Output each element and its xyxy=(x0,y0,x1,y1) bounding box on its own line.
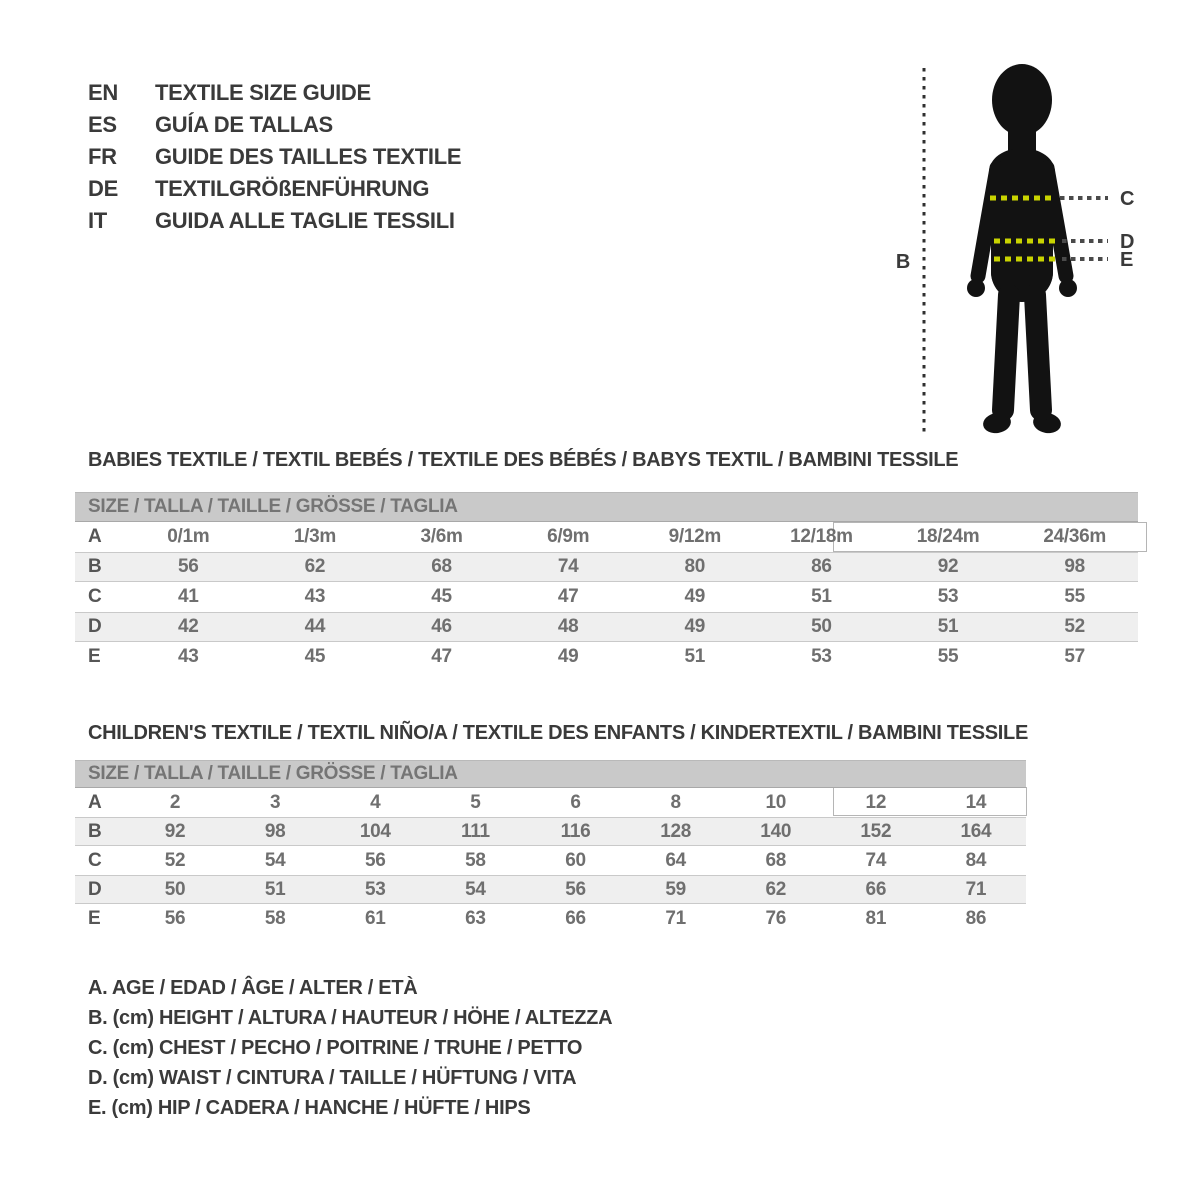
table-cell: 66 xyxy=(565,907,586,929)
chest-label: C xyxy=(1120,188,1135,210)
table-cell: 0/1m xyxy=(167,526,210,547)
table-cell: 71 xyxy=(965,878,987,900)
table-cell: 66 xyxy=(865,878,887,900)
table-cell: 14 xyxy=(965,791,987,813)
table-cell: 152 xyxy=(860,820,892,842)
table-cell: 58 xyxy=(264,907,286,929)
table-row xyxy=(75,904,1026,933)
row-label: E xyxy=(88,907,101,929)
table-cell: 54 xyxy=(264,849,286,871)
table-row xyxy=(75,522,1138,552)
table-cell: 51 xyxy=(264,878,286,900)
language-title: TEXTILGRÖßENFÜHRUNG xyxy=(155,176,430,201)
table-cell: 164 xyxy=(960,820,992,842)
table-cell: 76 xyxy=(765,907,786,929)
table-row xyxy=(75,846,1026,875)
table-cell: 80 xyxy=(684,556,706,577)
table-cell: 140 xyxy=(760,820,792,842)
table-cell: 86 xyxy=(811,556,832,577)
table-cell: 2 xyxy=(169,791,181,813)
legend-item: B. (cm) HEIGHT / ALTURA / HAUTEUR / HÖHE / ALTEZZA xyxy=(88,1007,613,1029)
row-label: A xyxy=(88,526,102,547)
table-cell: 50 xyxy=(811,616,832,637)
table-row xyxy=(75,817,1026,846)
table-cell: 49 xyxy=(684,616,706,637)
table-cell: 51 xyxy=(937,616,959,637)
legend-item: E. (cm) HIP / CADERA / HANCHE / HÜFTE / HIPS xyxy=(88,1097,531,1119)
table-cell: 45 xyxy=(304,646,326,667)
table-cell: 128 xyxy=(660,820,691,842)
table-cell: 12 xyxy=(865,791,887,813)
table-cell: 4 xyxy=(370,791,381,813)
language-code: IT xyxy=(88,208,107,233)
row-label: C xyxy=(88,849,102,871)
table-cell: 46 xyxy=(431,616,452,637)
table-cell: 56 xyxy=(164,907,186,929)
table-cell: 59 xyxy=(665,878,686,900)
children-section-title: CHILDREN'S TEXTILE / TEXTIL NIÑO/A / TEXTILE DES ENFANTS / KINDERTEXTIL / BAMBINI TESSILE xyxy=(88,722,1028,744)
row-label: B xyxy=(88,820,102,842)
table-cell: 86 xyxy=(965,907,987,929)
table-cell: 92 xyxy=(164,820,186,842)
table-cell: 52 xyxy=(164,849,186,871)
language-code: FR xyxy=(88,144,117,169)
table-cell: 68 xyxy=(431,556,452,577)
table-cell: 47 xyxy=(431,646,452,667)
table-cell: 43 xyxy=(178,646,199,667)
row-label: C xyxy=(88,586,102,607)
row-label: D xyxy=(88,616,102,637)
table-cell: 52 xyxy=(1064,616,1085,637)
table-row xyxy=(75,612,1138,642)
table-cell: 55 xyxy=(937,646,959,667)
language-code: DE xyxy=(88,176,118,201)
table-cell: 68 xyxy=(765,849,786,871)
babies-table-body xyxy=(75,522,1138,672)
table-cell: 9/12m xyxy=(668,526,721,547)
table-cell: 5 xyxy=(470,791,481,813)
height-label: B xyxy=(895,251,911,273)
table-cell: 60 xyxy=(565,849,586,871)
language-title: GUIDA ALLE TAGLIE TESSILI xyxy=(155,208,455,233)
measurement-legend xyxy=(88,973,612,1123)
language-row xyxy=(88,109,461,141)
language-list xyxy=(88,77,461,237)
children-size-table xyxy=(75,760,1026,933)
table-row xyxy=(75,875,1026,904)
children-table-body xyxy=(75,788,1026,933)
table-row xyxy=(75,642,1138,672)
table-cell: 63 xyxy=(465,907,486,929)
table-cell: 56 xyxy=(178,556,199,577)
language-row xyxy=(88,173,461,205)
legend-item: C. (cm) CHEST / PECHO / POITRINE / TRUHE / PETTO xyxy=(88,1037,583,1059)
table-cell: 1/3m xyxy=(293,526,336,547)
babies-size-table xyxy=(75,492,1138,672)
table-cell: 8 xyxy=(670,791,681,813)
table-cell: 74 xyxy=(557,556,579,577)
table-cell: 111 xyxy=(461,820,490,842)
babies-section-title: BABIES TEXTILE / TEXTIL BEBÉS / TEXTILE DES BÉBÉS / BABYS TEXTIL / BAMBINI TESSILE xyxy=(88,449,959,471)
table-cell: 51 xyxy=(684,646,706,667)
legend-item: D. (cm) WAIST / CINTURA / TAILLE / HÜFTUNG / VITA xyxy=(88,1067,577,1089)
language-title: TEXTILE SIZE GUIDE xyxy=(155,80,371,105)
table-cell: 98 xyxy=(1064,556,1085,577)
table-cell: 62 xyxy=(765,878,786,900)
row-label: B xyxy=(88,556,102,577)
table-cell: 71 xyxy=(665,907,686,929)
waist-label: D xyxy=(1120,231,1135,253)
row-label: A xyxy=(88,791,102,813)
table-cell: 10 xyxy=(765,791,786,813)
table-cell: 61 xyxy=(365,907,386,929)
table-cell: 53 xyxy=(937,586,959,607)
table-cell: 116 xyxy=(560,820,591,842)
table-cell: 84 xyxy=(965,849,987,871)
table-cell: 64 xyxy=(665,849,686,871)
table-cell: 12/18m xyxy=(790,526,853,547)
table-cell: 43 xyxy=(304,586,326,607)
table-cell: 24/36m xyxy=(1043,526,1106,547)
language-row xyxy=(88,205,461,237)
table-cell: 58 xyxy=(465,849,486,871)
table-cell: 47 xyxy=(557,586,579,607)
table-cell: 44 xyxy=(304,616,326,637)
language-code: ES xyxy=(88,112,117,137)
legend-item: A. AGE / EDAD / ÂGE / ALTER / ETÀ xyxy=(88,977,418,999)
table-cell: 56 xyxy=(365,849,386,871)
table-cell: 74 xyxy=(865,849,887,871)
table-cell: 3 xyxy=(270,791,281,813)
table-row xyxy=(75,552,1138,582)
language-title: GUÍA DE TALLAS xyxy=(155,112,333,137)
child-measurement-figure xyxy=(880,50,1150,450)
language-row xyxy=(88,77,461,109)
table-cell: 53 xyxy=(811,646,832,667)
table-cell: 41 xyxy=(178,586,199,607)
table-cell: 6/9m xyxy=(547,526,590,547)
table-cell: 48 xyxy=(557,616,579,637)
table-cell: 104 xyxy=(359,820,391,842)
table-cell: 45 xyxy=(431,586,452,607)
table-cell: 3/6m xyxy=(420,526,463,547)
table-cell: 53 xyxy=(365,878,386,900)
babies-table-header: SIZE / TALLA / TAILLE / GRÖSSE / TAGLIA xyxy=(75,492,1138,522)
language-row xyxy=(88,141,461,173)
table-cell: 56 xyxy=(565,878,586,900)
table-cell: 92 xyxy=(937,556,959,577)
table-cell: 49 xyxy=(557,646,579,667)
table-cell: 18/24m xyxy=(916,526,980,547)
table-cell: 51 xyxy=(811,586,832,607)
table-cell: 81 xyxy=(865,907,887,929)
table-cell: 55 xyxy=(1064,586,1085,607)
table-cell: 54 xyxy=(465,878,486,900)
language-code: EN xyxy=(88,80,118,105)
table-cell: 50 xyxy=(164,878,186,900)
language-title: GUIDE DES TAILLES TEXTILE xyxy=(155,144,462,169)
row-label: D xyxy=(88,878,102,900)
table-cell: 42 xyxy=(178,616,199,637)
row-label: E xyxy=(88,646,101,667)
table-cell: 57 xyxy=(1064,646,1085,667)
table-cell: 62 xyxy=(304,556,326,577)
table-row xyxy=(75,582,1138,612)
table-cell: 98 xyxy=(264,820,286,842)
table-cell: 6 xyxy=(570,791,581,813)
table-row xyxy=(75,788,1026,817)
hip-label: E xyxy=(1120,249,1134,271)
children-table-header: SIZE / TALLA / TAILLE / GRÖSSE / TAGLIA xyxy=(75,760,1026,788)
table-cell: 49 xyxy=(684,586,706,607)
